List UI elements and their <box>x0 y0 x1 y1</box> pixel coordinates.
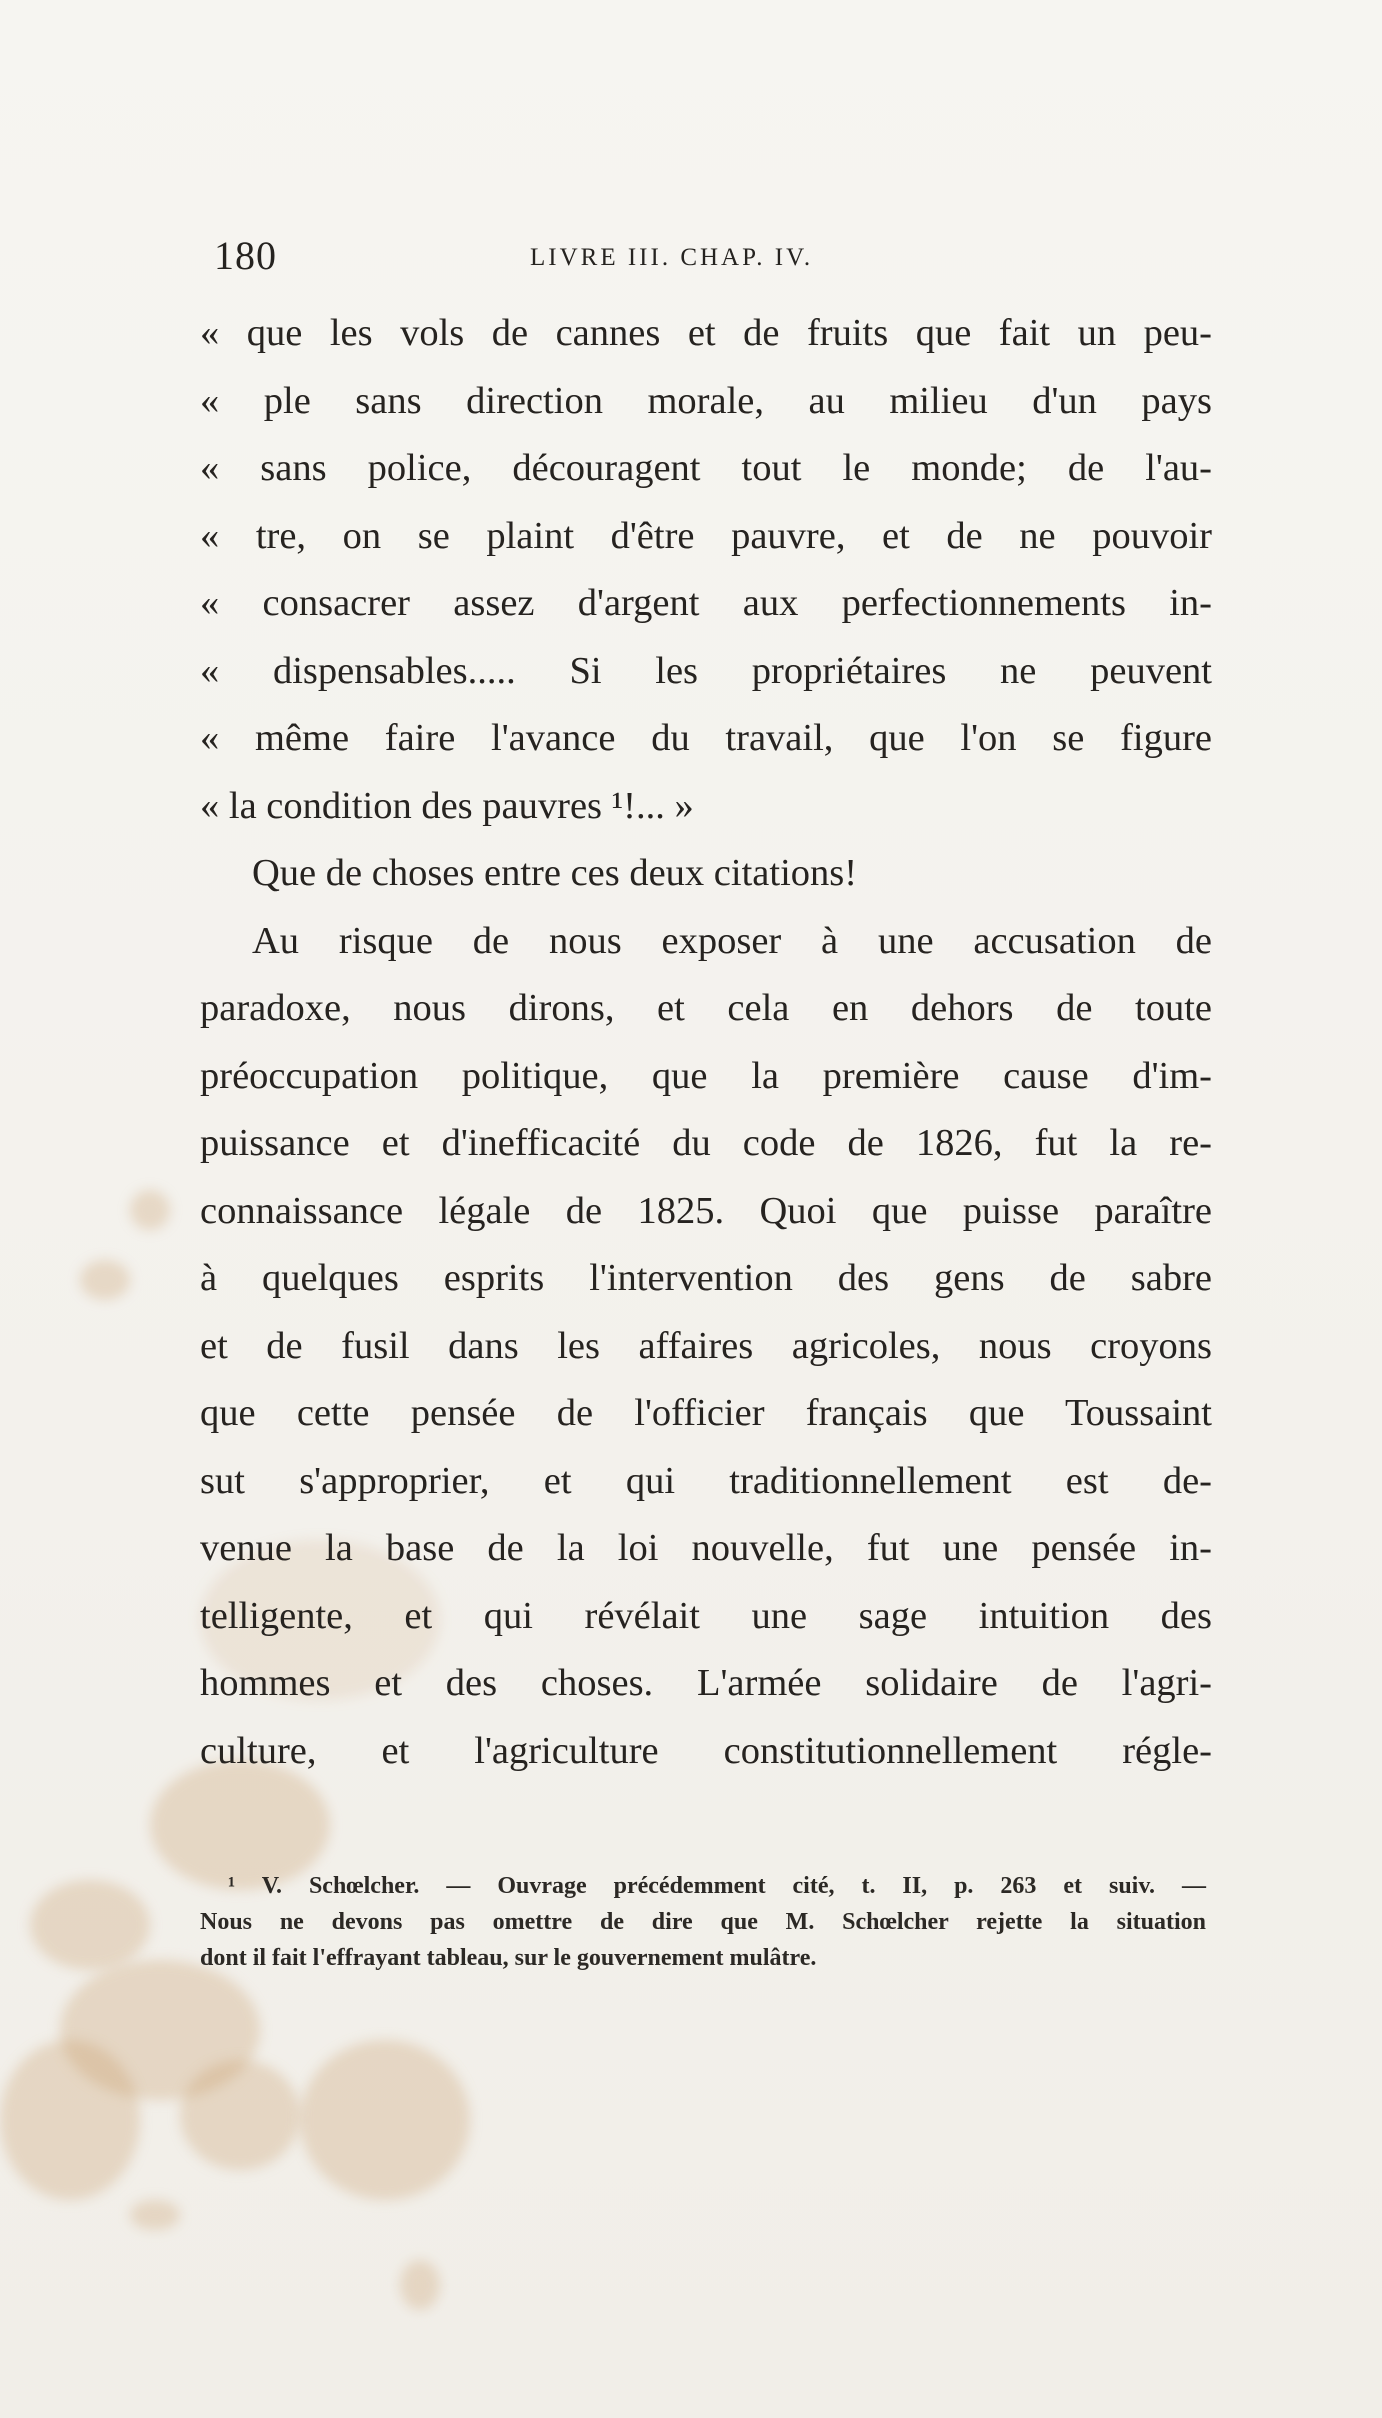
footnotes <box>200 1868 1206 1976</box>
foxing-stain <box>30 1880 150 1970</box>
text-line: puissance et d'inefficacité du code de 1826, fut la re- <box>200 1122 1212 1164</box>
foxing-stain <box>400 2260 440 2310</box>
page-header <box>200 232 1210 292</box>
foxing-stain <box>130 1190 170 1230</box>
text-line: « même faire l'avance du travail, que l'on se figure <box>200 717 1212 759</box>
text-line: préoccupation politique, que la première cause d'im- <box>200 1054 1212 1097</box>
body-text <box>200 300 1212 1785</box>
text-line: « dispensables..... Si les propriétaires ne peuvent <box>200 649 1212 692</box>
text-line: « la condition des pauvres ¹!... » <box>200 784 694 827</box>
text-line: telligente, et qui révélait une sage intuition des <box>200 1594 1212 1637</box>
foxing-stain <box>0 2040 140 2200</box>
text-line: paradoxe, nous dirons, et cela en dehors de toute <box>200 987 1212 1029</box>
text-line: que cette pensée de l'officier français que Toussaint <box>200 1392 1212 1434</box>
text-line: « ple sans direction morale, au milieu d'un pays <box>200 379 1212 422</box>
running-head: LIVRE III. CHAP. IV. <box>530 244 814 271</box>
foxing-stain <box>180 2060 300 2170</box>
text-line: « que les vols de cannes et de fruits que fait un peu- <box>200 312 1212 354</box>
footnote-line: Nous ne devons pas omettre de dire que M. Schœlcher rejette la situation <box>200 1909 1206 1935</box>
text-line: culture, et l'agriculture constitutionnellement régle- <box>200 1729 1212 1772</box>
text-line: sut s'approprier, et qui traditionnellement est de- <box>200 1459 1212 1502</box>
text-line: connaissance légale de 1825. Quoi que puisse paraître <box>200 1189 1212 1232</box>
text-line: à quelques esprits l'intervention des gens de sabre <box>200 1257 1212 1299</box>
text-line: venue la base de la loi nouvelle, fut une pensée in- <box>200 1527 1212 1569</box>
text-line: « consacrer assez d'argent aux perfectionnements in- <box>200 582 1212 624</box>
text-line: « sans police, découragent tout le monde; de l'au- <box>200 447 1212 489</box>
paragraph-start-line: Au risque de nous exposer à une accusation de <box>252 919 1212 962</box>
foxing-stain <box>80 1260 130 1300</box>
footnote-line: dont il fait l'effrayant tableau, sur le gouvernement mulâtre. <box>200 1945 817 1971</box>
foxing-stain <box>130 2200 180 2230</box>
footnote-line: ¹ V. Schœlcher. — Ouvrage précédemment cité, t. II, p. 263 et suiv. — <box>228 1873 1206 1899</box>
text-line: hommes et des choses. L'armée solidaire de l'agri- <box>200 1662 1212 1704</box>
text-line: Que de choses entre ces deux citations! <box>252 852 858 894</box>
foxing-stain <box>300 2040 470 2200</box>
text-line: « tre, on se plaint d'être pauvre, et de ne pouvoir <box>200 514 1212 557</box>
text-line: et de fusil dans les affaires agricoles, nous croyons <box>200 1324 1212 1367</box>
page-number: 180 <box>214 233 277 278</box>
